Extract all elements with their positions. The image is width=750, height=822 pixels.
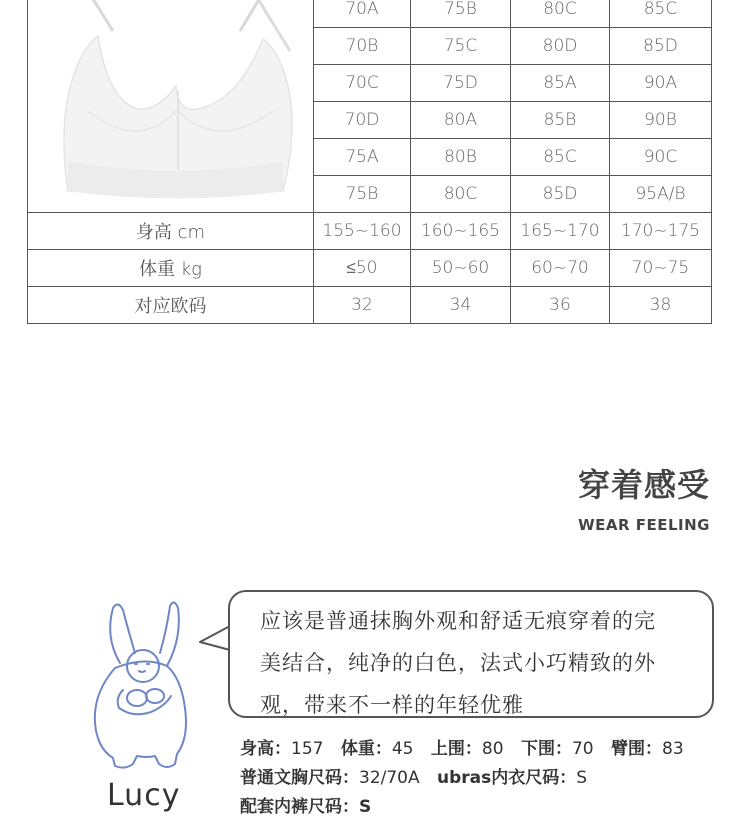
size-cell: 90A bbox=[610, 65, 712, 102]
size-cell: 75C bbox=[411, 28, 511, 65]
section-title-en: WEAR FEELING bbox=[578, 516, 710, 534]
height-value: 157 bbox=[291, 739, 324, 759]
bra-size-label: 普通文胸尺码： bbox=[240, 768, 359, 788]
reviewer-name: Lucy bbox=[107, 778, 181, 813]
row-label-weight: 体重 kg bbox=[28, 250, 314, 287]
product-image-cell bbox=[28, 0, 314, 213]
weight-cell: 50~60 bbox=[411, 250, 511, 287]
measurements-line-3: 配套内裤尺码：S bbox=[240, 797, 372, 817]
review-speech-bubble bbox=[228, 590, 714, 718]
reviewer-avatar-illustration bbox=[85, 598, 195, 773]
under-bust-label: 下围： bbox=[520, 739, 572, 759]
wear-feeling-heading bbox=[578, 460, 710, 534]
eu-size-cell: 38 bbox=[610, 287, 712, 324]
cup-row bbox=[28, 0, 712, 28]
weight-cell: 70~75 bbox=[610, 250, 712, 287]
height-cell: 165~170 bbox=[511, 213, 610, 250]
size-cell: 70D bbox=[314, 102, 411, 139]
size-cell: 90C bbox=[610, 139, 712, 176]
review-quote-line: 观，带来不一样的年轻优雅 bbox=[260, 693, 524, 717]
bra-product-image bbox=[28, 0, 314, 211]
size-cell: 75A bbox=[314, 139, 411, 176]
upper-bust-value: 80 bbox=[481, 739, 504, 759]
size-cell: 75D bbox=[411, 65, 511, 102]
ubras-size-label: ubras内衣尺码： bbox=[437, 768, 577, 788]
size-cell: 75B bbox=[411, 0, 511, 28]
review-quote-line: 美结合，纯净的白色，法式小巧精致的外 bbox=[260, 651, 656, 675]
section-title-cn: 穿着感受 bbox=[577, 466, 710, 504]
weight-label: 体重： bbox=[340, 739, 392, 759]
eu-size-cell: 32 bbox=[314, 287, 411, 324]
upper-bust-label: 上围： bbox=[430, 739, 482, 759]
size-cell: 80B bbox=[411, 139, 511, 176]
measurements-line-1 bbox=[240, 735, 684, 764]
weight-row bbox=[28, 250, 712, 287]
height-cell: 160~165 bbox=[411, 213, 511, 250]
weight-cell: 60~70 bbox=[511, 250, 610, 287]
size-cell: 70C bbox=[314, 65, 411, 102]
arm-label: 臂围： bbox=[611, 739, 662, 759]
measurements-line-2 bbox=[240, 764, 684, 793]
height-cell: 155~160 bbox=[314, 213, 411, 250]
size-cell: 85D bbox=[610, 28, 712, 65]
weight-cell: ≤50 bbox=[314, 250, 411, 287]
size-cell: 70B bbox=[314, 28, 411, 65]
height-label: 身高： bbox=[240, 739, 291, 759]
bra-size-value: 32/70A bbox=[359, 768, 420, 788]
arm-value: 83 bbox=[662, 739, 684, 759]
size-cell: 80D bbox=[511, 28, 610, 65]
reviewer-measurements bbox=[240, 735, 684, 822]
ubras-size-value: S bbox=[576, 768, 588, 788]
eu-size-row bbox=[28, 287, 712, 324]
row-label-eu-size: 对应欧码 bbox=[28, 287, 314, 324]
size-cell: 85A bbox=[511, 65, 610, 102]
eu-size-cell: 36 bbox=[511, 287, 610, 324]
eu-size-cell: 34 bbox=[411, 287, 511, 324]
size-cell: 75B bbox=[314, 176, 411, 213]
size-cell: 85D bbox=[511, 176, 610, 213]
size-cell: 95A/B bbox=[610, 176, 712, 213]
size-cell: 85C bbox=[511, 139, 610, 176]
size-cell: 85C bbox=[610, 0, 712, 28]
height-row bbox=[28, 213, 712, 250]
height-cell: 170~175 bbox=[610, 213, 712, 250]
row-label-height: 身高 cm bbox=[28, 213, 314, 250]
weight-value: 45 bbox=[391, 739, 414, 759]
size-cell: 90B bbox=[610, 102, 712, 139]
size-cell: 85B bbox=[511, 102, 610, 139]
size-cell: 80C bbox=[511, 0, 610, 28]
review-quote-line: 应该是普通抹胸外观和舒适无痕穿着的完 bbox=[260, 609, 656, 633]
size-cell: 80A bbox=[411, 102, 511, 139]
under-bust-value: 70 bbox=[571, 739, 594, 759]
size-cell: 80C bbox=[411, 176, 511, 213]
size-cell: 70A bbox=[314, 0, 411, 28]
size-chart-table bbox=[27, 0, 712, 324]
